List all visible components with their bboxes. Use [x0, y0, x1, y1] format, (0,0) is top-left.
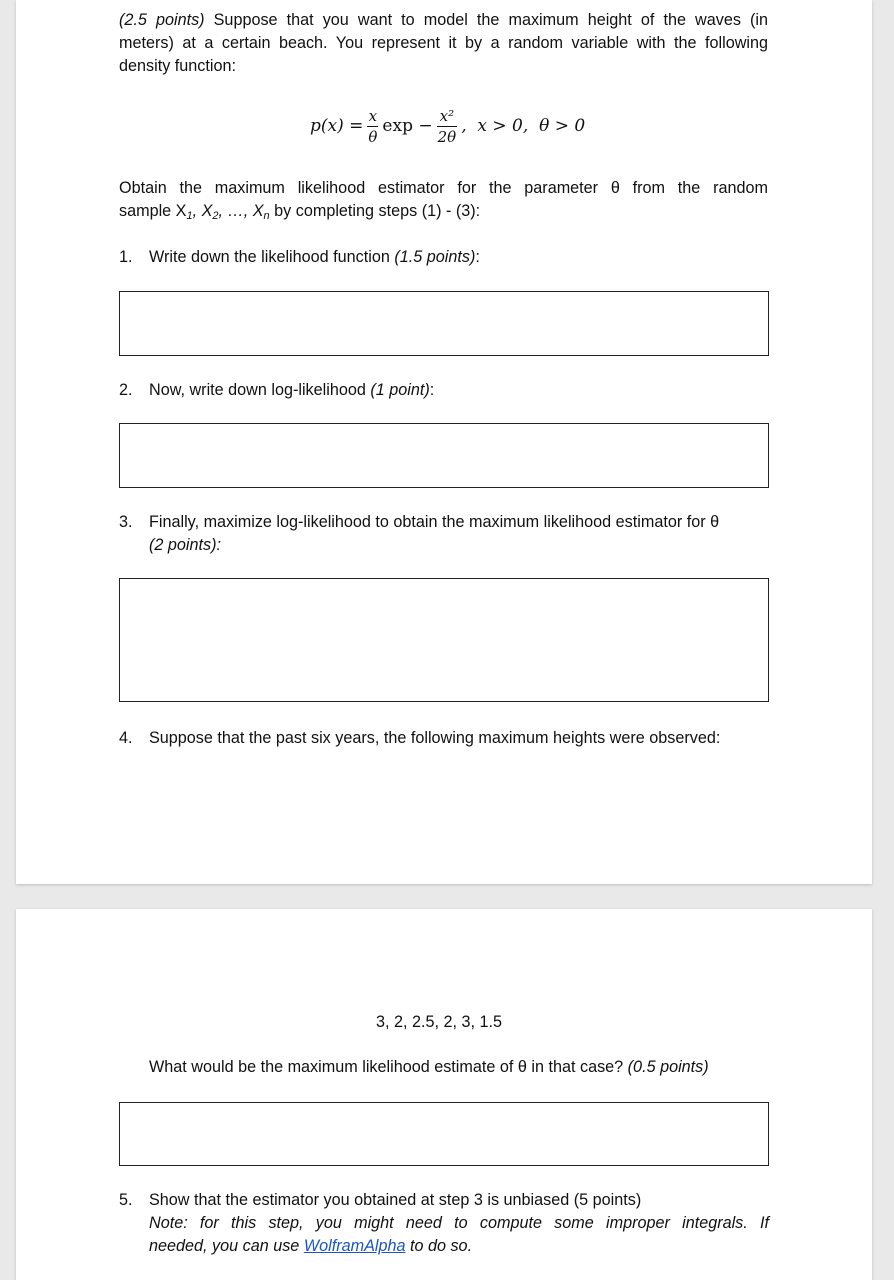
- step-5-note-prefix: needed, you can use: [149, 1237, 304, 1255]
- answer-box-step-2[interactable]: [119, 423, 769, 488]
- estimate-question-points: (0.5 points): [627, 1058, 709, 1076]
- subscript-2: 2: [212, 210, 219, 222]
- step-4-text: Suppose that the past six years, the following maximum heights were observed:: [149, 729, 721, 747]
- answer-box-step-1[interactable]: [119, 291, 769, 356]
- step-1-points: (1.5 points): [394, 248, 476, 266]
- subscript-1: 1: [186, 210, 193, 222]
- obtain-sample-text: sample X: [119, 202, 187, 220]
- step-5-number: 5.: [119, 1191, 133, 1209]
- document-page-1: [16, 0, 872, 884]
- step-3-points-line: [149, 534, 221, 557]
- step-3-suffix: :: [216, 536, 221, 554]
- step-1-number: 1.: [119, 248, 133, 266]
- formula-exp: exp −: [382, 116, 433, 136]
- frac1-numerator: x: [368, 106, 378, 125]
- observed-values: 3, 2, 2.5, 2, 3, 1.5: [376, 1013, 502, 1031]
- intro-line-3: density function:: [119, 57, 236, 75]
- wolframalpha-link[interactable]: WolframAlpha: [303, 1237, 406, 1255]
- step-4-number: 4.: [119, 729, 133, 747]
- formula-conditions: , x > 0, θ > 0: [461, 116, 586, 136]
- fraction-x-over-theta: [367, 106, 378, 147]
- density-formula: [310, 96, 585, 156]
- intro-points: (2.5 points): [119, 11, 205, 29]
- step-5-note-suffix: to do so.: [405, 1237, 473, 1255]
- fraction-x2-over-2theta: [437, 106, 458, 147]
- step-2-text: [149, 379, 434, 402]
- step-5-note-line-2: [149, 1235, 472, 1258]
- step-2-number: 2.: [119, 381, 133, 399]
- step-3-text: Finally, maximize log-likelihood to obtain the maximum likelihood estimator for θ: [149, 513, 720, 531]
- obtain-sep-2: , …, X: [218, 202, 264, 220]
- intro-line-2: meters) at a certain beach. You represent it by a random variable with the following: [119, 34, 768, 52]
- subscript-n: n: [263, 210, 270, 222]
- answer-box-step-3[interactable]: [119, 578, 769, 702]
- step-3-points: (2 points): [149, 536, 217, 554]
- step-2-label: Now, write down log-likelihood: [149, 381, 371, 399]
- step-5-note-line-1: Note: for this step, you might need to compute some improper integrals. If: [149, 1214, 769, 1232]
- step-5-text: Show that the estimator you obtained at step 3 is unbiased (5 points): [149, 1191, 642, 1209]
- document-page-2: [16, 909, 872, 1280]
- step-1-suffix: :: [475, 248, 480, 266]
- step-3-number: 3.: [119, 513, 133, 531]
- obtain-sep-1: , X: [192, 202, 213, 220]
- obtain-line-2: [119, 200, 480, 228]
- step-1-text: [149, 246, 480, 269]
- obtain-steps-text: by completing steps (1) - (3):: [269, 202, 481, 220]
- obtain-line-1: Obtain the maximum likelihood estimator for the parameter θ from the random: [119, 179, 768, 197]
- step-2-points: (1 point): [370, 381, 430, 399]
- frac2-numerator: x²: [439, 106, 455, 125]
- frac1-denominator: θ: [368, 127, 378, 146]
- estimate-question-text: What would be the maximum likelihood estimate of θ in that case?: [149, 1058, 628, 1076]
- step-2-suffix: :: [429, 381, 435, 399]
- step-1-label: Write down the likelihood function: [149, 248, 395, 266]
- estimate-question: [149, 1056, 709, 1079]
- intro-line-1-text: Suppose that you want to model the maximum height of the waves (in: [204, 11, 768, 29]
- frac2-denominator: 2θ: [437, 127, 457, 146]
- formula-lhs: p(x) =: [310, 116, 364, 136]
- intro-line-1: [119, 9, 768, 32]
- answer-box-step-4[interactable]: [119, 1102, 769, 1166]
